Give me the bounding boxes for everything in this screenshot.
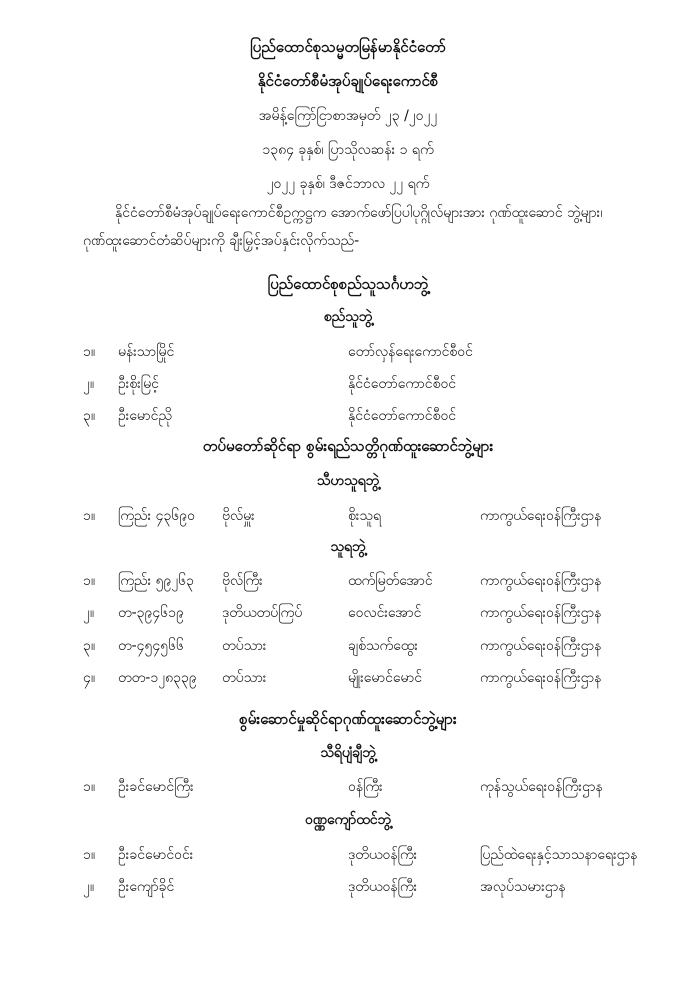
unit: ကာကွယ်ရေးဝန်ကြီးဌာန: [480, 638, 602, 654]
awardee-name: ထက်မြတ်အောင်: [348, 573, 433, 589]
service-number: တ-၄၅၄၅၆၆: [118, 638, 184, 654]
service-number: ကြည်း ၄၃၆၉၀: [118, 508, 195, 524]
subsection-title: သူရဘွဲ့: [330, 539, 366, 555]
item-number: ၂။: [83, 376, 95, 392]
intro-paragraph: နိုင်ငံတော်စီမံအုပ်ချုပ်ရေးကောင်စီဥက္ကဋ္ဌက အောက်ဖော်ပြပါပုဂ္ဂိုလ်များအား ဂုဏ်ထူးဆောင် ဘွဲ့များ၊ ဂုဏ်ထူးဆောင်တံဆိပ်များကို ချီးမြှင့်အပ်နှင်းလိုက်သည်-: [83, 205, 603, 249]
subsection-title: စည်သူဘွဲ့: [323, 309, 373, 325]
subsection-title: သီရိပျံချီဘွဲ့: [320, 745, 376, 761]
department: အလုပ်သမားဌာန: [480, 879, 566, 895]
section-title-performance: စွမ်းဆောင်မှုဆိုင်ရာဂုဏ်ထူးဆောင်ဘွဲ့များ: [239, 710, 457, 728]
item-number: ၁။: [83, 779, 96, 795]
service-number: ကြည်း ၅၉၂၆၃: [118, 573, 194, 589]
awardee-name: ဦးကျော်ခိုင်: [118, 879, 175, 895]
awardee-position: ဝန်ကြီး: [348, 779, 383, 795]
gregorian-date: ၂၀၂၂ ခုနှစ်၊ ဒီဇင်ဘာလ ၂၂ ရက်: [266, 176, 430, 192]
awardee-position: နိုင်ငံတော်ကောင်စီဝင်: [348, 408, 457, 424]
service-number: တတ-၁၂၈၃၃၉: [118, 670, 197, 686]
item-number: ၁။: [83, 508, 96, 524]
department: ကုန်သွယ်ရေးဝန်ကြီးဌာန: [480, 779, 603, 795]
awardee-position: ဒုတိယဝန်ကြီး: [348, 879, 418, 895]
awardee-position: တော်လှန်ရေးကောင်စီဝင်: [348, 344, 473, 360]
awardee-name: စိုးသူရ: [348, 508, 382, 524]
myanmar-date: ၁၃၈၄ ခုနှစ်၊ ပြာသိုလဆန်း ၁ ရက်: [262, 142, 434, 158]
service-number: တ-၃၉၄၆၁၉: [118, 605, 184, 621]
unit: ကာကွယ်ရေးဝန်ကြီးဌာန: [480, 573, 602, 589]
item-number: ၂။: [83, 605, 95, 621]
country-title: ပြည်ထောင်စုသမ္မတမြန်မာနိုင်ငံတော်: [250, 38, 446, 56]
section-title-military: တပ်မတော်ဆိုင်ရာ စွမ်းရည်သတ္တိဂုဏ်ထူးဆောင်ဘွဲ့များ: [202, 437, 494, 455]
unit: ကာကွယ်ရေးဝန်ကြီးဌာန: [480, 670, 602, 686]
awardee-name: ဦးစိုးမြင့်: [118, 376, 159, 392]
subsection-title: ဝဏ္ဏကျော်ထင်ဘွဲ့: [304, 812, 392, 828]
awardee-name: ဦးခင်မောင်ကြီး: [118, 779, 194, 795]
item-number: ၃။: [83, 408, 96, 424]
item-number: ၂။: [83, 879, 95, 895]
rank: ဗိုလ်ကြီး: [222, 573, 263, 589]
awardee-position: ဒုတိယဝန်ကြီး: [348, 847, 418, 863]
order-number: အမိန့်ကြော်ငြာစာအမှတ် ၂၃ /၂၀၂၂: [258, 108, 438, 124]
rank: တပ်သား: [222, 638, 267, 654]
item-number: ၁။: [83, 344, 96, 360]
awardee-name: မန်းသာမြိုင်: [118, 344, 175, 360]
section-title-union: ပြည်ထောင်စုစည်သူသင်္ဂဟဘွဲ့: [267, 275, 429, 293]
unit: ကာကွယ်ရေးဝန်ကြီးဌာန: [480, 508, 602, 524]
awardee-name: ဦးခင်မောင်ဝင်း: [118, 847, 194, 863]
rank: ဒုတိယတပ်ကြပ်: [222, 605, 303, 621]
awardee-name: မျိုးမောင်မောင်: [348, 670, 423, 686]
item-number: ၃။: [83, 638, 96, 654]
awardee-position: နိုင်ငံတော်ကောင်စီဝင်: [348, 376, 457, 392]
awardee-name: ဝေလင်းအောင်: [348, 605, 422, 621]
subsection-title: သီဟသူရဘွဲ့: [316, 473, 380, 489]
awardee-name: ဦးမောင်ညို: [118, 408, 172, 424]
item-number: ၁။: [83, 573, 96, 589]
rank: တပ်သား: [222, 670, 267, 686]
item-number: ၄။: [83, 670, 96, 686]
awardee-name: ချစ်သက်ထွေး: [348, 638, 418, 654]
rank: ဗိုလ်မှူး: [222, 508, 255, 524]
department: ပြည်ထဲရေးနှင့်သာသနာရေးဌာန: [480, 847, 638, 863]
item-number: ၁။: [83, 847, 96, 863]
unit: ကာကွယ်ရေးဝန်ကြီးဌာန: [480, 605, 602, 621]
council-title: နိုင်ငံတော်စီမံအုပ်ချုပ်ရေးကောင်စီ: [257, 72, 439, 90]
